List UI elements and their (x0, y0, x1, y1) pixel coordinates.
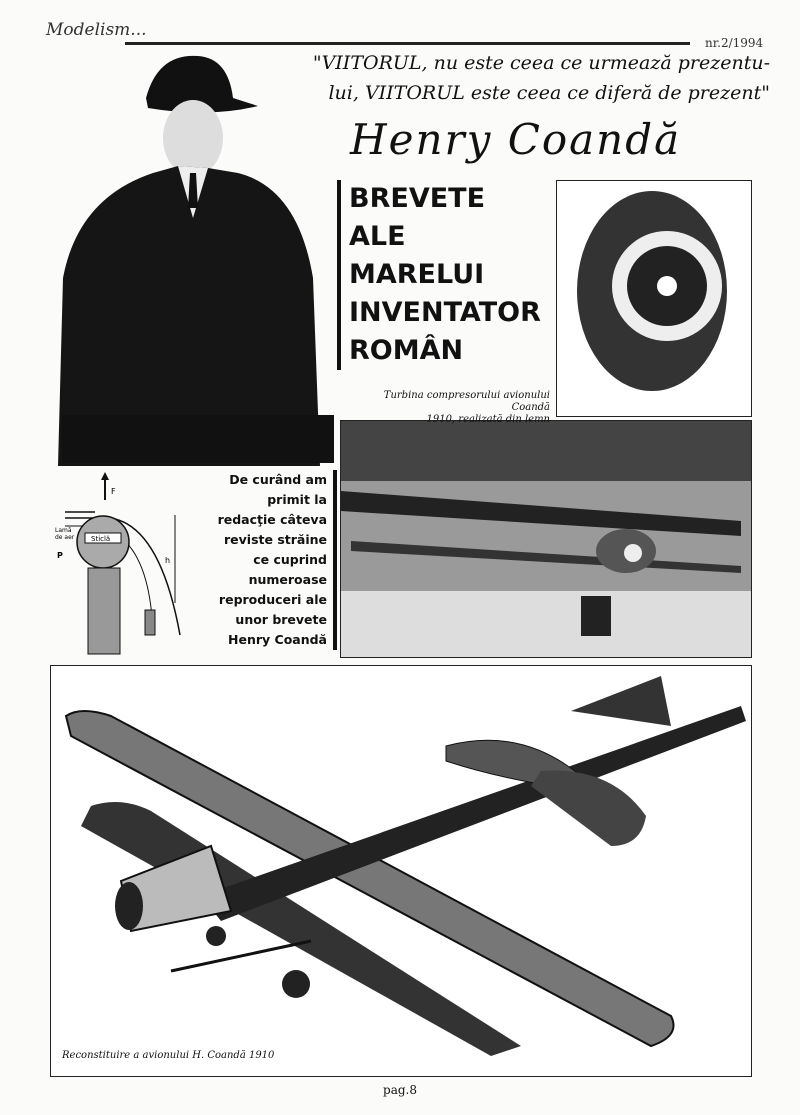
air-blade-label-1: Lamă (55, 527, 72, 534)
intro-line: primit la (267, 492, 327, 507)
point-label: P (57, 551, 63, 560)
intro-line: reviste străine (224, 532, 327, 547)
intro-line: numeroase (248, 572, 327, 587)
intro-line: unor brevete (235, 612, 327, 627)
issue-number: nr.2/1994 (705, 36, 764, 50)
intro-line: ce cuprind (253, 552, 327, 567)
headline-line: INVENTATOR (349, 297, 541, 328)
header-rule (125, 42, 690, 45)
height-label: h (165, 556, 171, 565)
intro-line: Henry Coandă (228, 632, 327, 647)
intro-line: De curând am (229, 472, 327, 487)
intro-line: reproduceri ale (218, 592, 327, 607)
turbine-caption-line-2: 1910, realizată din lemn (426, 414, 550, 425)
headline-line: MARELUI (349, 259, 485, 290)
headline-line: ROMÂN (349, 335, 464, 366)
headline (337, 180, 541, 370)
quote (280, 48, 770, 108)
hangar-photo (340, 420, 752, 658)
turbine-photo (556, 180, 752, 417)
author-name: Henry Coandă (350, 115, 682, 164)
intro-line: redacţie câteva (217, 512, 327, 527)
quote-line-1: "VIITORUL, nu este ceea ce urmează prezentu- (312, 52, 770, 74)
portrait-photo (58, 48, 320, 466)
airplane-model-photo (50, 665, 752, 1077)
force-label: F (111, 487, 116, 496)
intro-text (212, 470, 337, 650)
headline-line: ALE (349, 221, 406, 252)
quote-line-2: lui, VIITORUL este ceea ce diferă de prezent" (328, 82, 770, 104)
page-number: pag.8 (383, 1083, 417, 1097)
headline-line: BREVETE (349, 183, 486, 214)
turbine-caption-line-1: Turbina compresorului avionului Coandă (383, 390, 550, 413)
coanda-effect-diagram (55, 470, 205, 660)
turbine-caption (360, 390, 550, 426)
plane-caption: Reconstituire a avionului H. Coandă 1910 (62, 1050, 275, 1061)
magazine-logo: Modelism... (46, 20, 147, 40)
black-bar (62, 415, 334, 463)
air-blade-label-2: de aer (55, 534, 75, 541)
glass-label: Sticlă (91, 535, 111, 543)
